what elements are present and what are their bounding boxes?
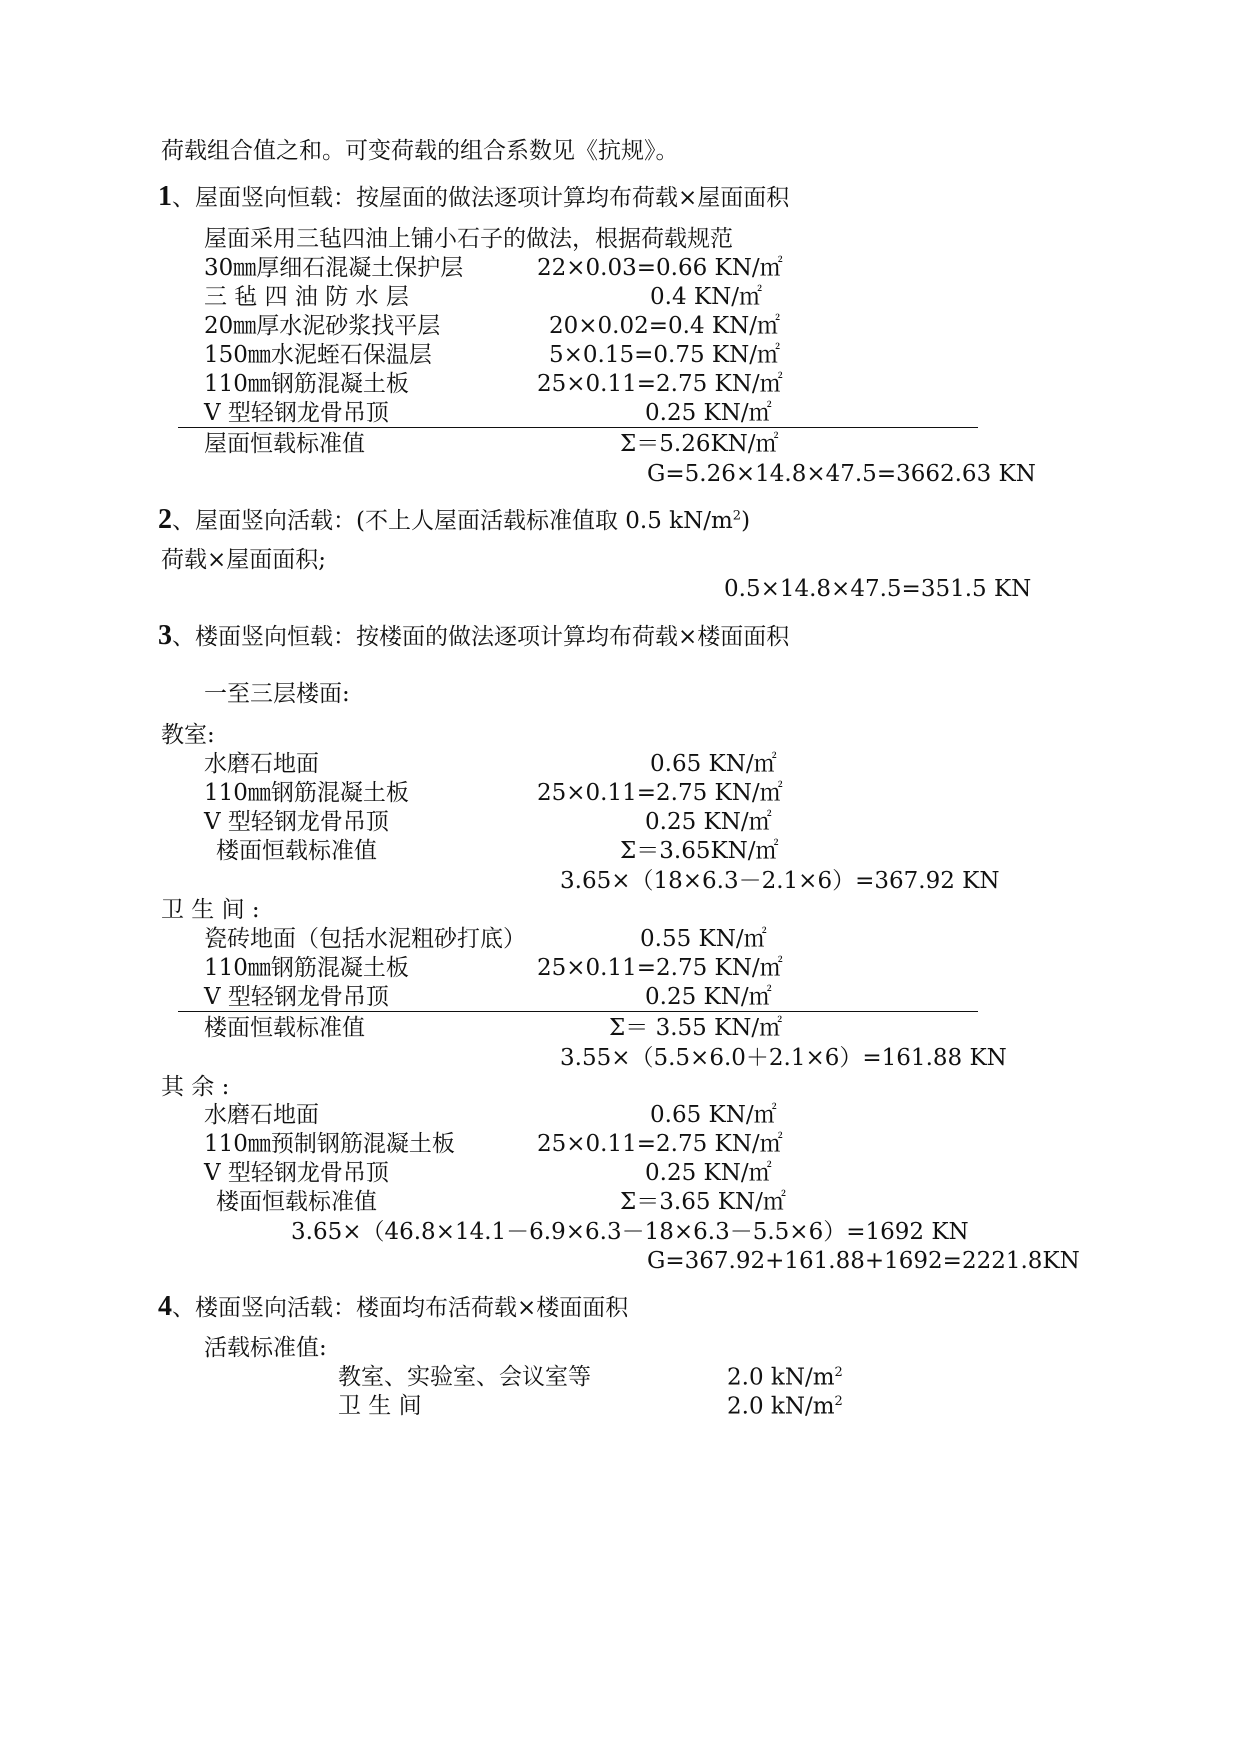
roof-row-label: 150㎜水泥蛭石保温层 <box>204 342 432 368</box>
roof-row-value: 5×0.15=0.75 KN/㎡ <box>549 342 780 368</box>
roof-row-label: V 型轻钢龙骨吊顶 <box>204 400 389 426</box>
roof-note: 屋面采用三毡四油上铺小石子的做法，根据荷载规范 <box>204 226 733 252</box>
toilet-calc: 3.55×（5.5×6.0＋2.1×6）=161.88 KN <box>560 1045 1007 1071</box>
roof-live-calc: 0.5×14.8×47.5=351.5 KN <box>724 576 1032 602</box>
live-load-value-text: 2.0 kN/m <box>727 1393 835 1420</box>
other-row-value: 0.25 KN/㎡ <box>645 1160 772 1186</box>
toilet-row-value: 25×0.11=2.75 KN/㎡ <box>537 955 783 981</box>
toilet-total-label: 楼面恒载标准值 <box>204 1015 365 1041</box>
roof-row-value: 25×0.11=2.75 KN/㎡ <box>537 371 783 397</box>
section-2-heading <box>158 506 750 534</box>
classroom-row-value: 25×0.11=2.75 KN/㎡ <box>537 780 783 806</box>
other-row-label: 110㎜预制钢筋混凝土板 <box>204 1131 455 1157</box>
live-load-row-label: 教室、实验室、会议室等 <box>338 1364 591 1390</box>
live-load-row-value <box>727 1395 843 1419</box>
roof-row-label: 30㎜厚细石混凝土保护层 <box>204 255 464 281</box>
section-number: 1 <box>158 181 172 212</box>
classroom-row-value: 0.65 KN/㎡ <box>650 751 777 777</box>
classroom-row-label: V 型轻钢龙骨吊顶 <box>204 809 389 835</box>
roof-row-value: 20×0.02=0.4 KN/㎡ <box>549 313 780 339</box>
section-title: 、屋面竖向恒载：按屋面的做法逐项计算均布荷载×屋面面积 <box>172 185 790 211</box>
live-load-row-label: 卫 生 间 <box>338 1393 422 1419</box>
toilet-title: 卫 生 间 : <box>161 897 260 923</box>
classroom-row-label: 110㎜钢筋混凝土板 <box>204 780 409 806</box>
roof-total-label: 屋面恒载标准值 <box>204 431 365 457</box>
toilet-row-label: 瓷砖地面（包括水泥粗砂打底） <box>204 926 526 952</box>
toilet-row-label: V 型轻钢龙骨吊顶 <box>204 984 389 1010</box>
divider-line <box>178 427 978 428</box>
other-row-label: V 型轻钢龙骨吊顶 <box>204 1160 389 1186</box>
other-total-value: Σ＝3.65 KN/㎡ <box>620 1189 786 1215</box>
other-title: 其 余 : <box>161 1074 230 1100</box>
other-total-label: 楼面恒载标准值 <box>216 1189 377 1215</box>
toilet-row-value: 0.55 KN/㎡ <box>640 926 767 952</box>
roof-row-label: 三 毡 四 油 防 水 层 <box>204 284 409 310</box>
section-number: 4 <box>158 1291 172 1322</box>
section-number: 3 <box>158 620 172 651</box>
section-4-heading <box>158 1293 628 1321</box>
intro-text: 荷载组合值之和。可变荷载的组合系数见《抗规》。 <box>161 138 679 164</box>
live-load-value-text: 2.0 kN/m <box>727 1364 835 1391</box>
divider-line <box>178 1011 978 1012</box>
section-title: 、楼面竖向恒载：按楼面的做法逐项计算均布荷载×楼面面积 <box>172 624 790 650</box>
section-title: 、屋面竖向活载：(不上人屋面活载标准值取 0.5 kN/m <box>172 508 733 534</box>
other-row-value: 0.65 KN/㎡ <box>650 1102 777 1128</box>
superscript: 2 <box>834 1365 843 1380</box>
section-number: 2 <box>158 504 172 535</box>
roof-row-value: 0.25 KN/㎡ <box>645 400 772 426</box>
section-title: 、楼面竖向活载：楼面均布活荷载×楼面面积 <box>172 1295 629 1321</box>
classroom-row-label: 水磨石地面 <box>204 751 319 777</box>
toilet-total-value: Σ＝ 3.55 KN/㎡ <box>609 1015 783 1041</box>
floor-g-calc: G=367.92+161.88+1692=2221.8KN <box>647 1248 1080 1274</box>
classroom-total-label: 楼面恒载标准值 <box>216 838 377 864</box>
roof-row-value: 0.4 KN/㎡ <box>650 284 762 310</box>
roof-live-line: 荷载×屋面面积; <box>161 547 327 573</box>
other-row-label: 水磨石地面 <box>204 1102 319 1128</box>
roof-g-calc: G=5.26×14.8×47.5=3662.63 KN <box>647 461 1036 487</box>
superscript: 2 <box>732 508 742 524</box>
roof-row-label: 20㎜厚水泥砂浆找平层 <box>204 313 441 339</box>
section-3-heading <box>158 622 789 650</box>
other-row-value: 25×0.11=2.75 KN/㎡ <box>537 1131 783 1157</box>
classroom-row-value: 0.25 KN/㎡ <box>645 809 772 835</box>
roof-total-value: Σ＝5.26KN/㎡ <box>620 431 779 457</box>
roof-row-label: 110㎜钢筋混凝土板 <box>204 371 409 397</box>
toilet-row-label: 110㎜钢筋混凝土板 <box>204 955 409 981</box>
classroom-total-value: Σ＝3.65KN/㎡ <box>620 838 779 864</box>
live-load-label: 活载标准值: <box>204 1335 327 1361</box>
floor-levels: 一至三层楼面: <box>204 681 350 707</box>
superscript: 2 <box>834 1394 843 1409</box>
roof-row-value: 22×0.03=0.66 KN/㎡ <box>537 255 783 281</box>
toilet-row-value: 0.25 KN/㎡ <box>645 984 772 1010</box>
classroom-title: 教室: <box>161 722 215 748</box>
classroom-calc: 3.65×（18×6.3－2.1×6）=367.92 KN <box>560 868 1000 894</box>
section-title-tail: ) <box>741 508 751 534</box>
section-1-heading <box>158 183 789 211</box>
other-calc: 3.65×（46.8×14.1－6.9×6.3－18×6.3－5.5×6）=1692 KN <box>291 1219 969 1245</box>
live-load-row-value <box>727 1366 843 1390</box>
